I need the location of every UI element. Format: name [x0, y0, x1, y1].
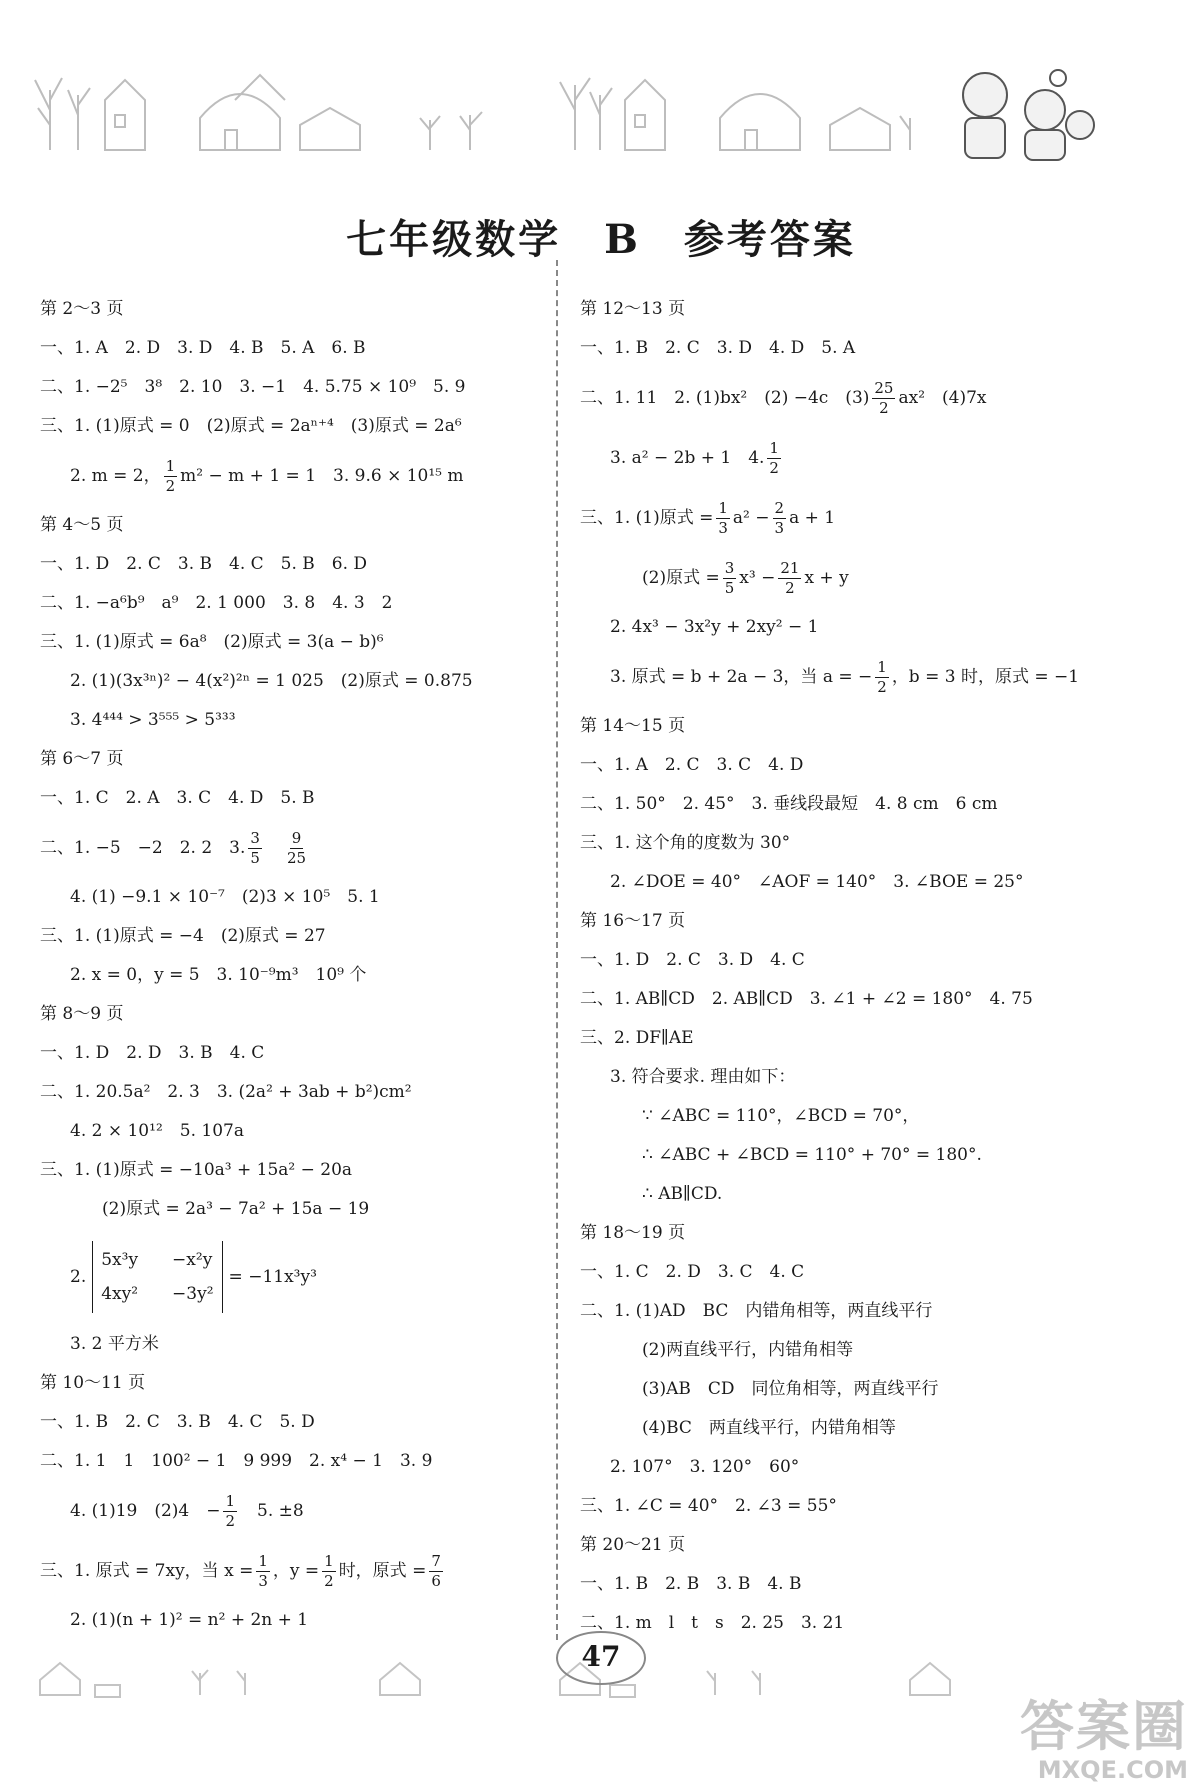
fraction	[256, 1552, 270, 1591]
answer-line	[580, 368, 1180, 428]
tree-icon	[900, 116, 910, 150]
answer-line: ∴ ∠ABC + ∠BCD = 110° + 70° = 180°.	[642, 1145, 982, 1165]
answer-line: (3)AB CD 同位角相等，两直线平行	[642, 1379, 939, 1399]
fraction-numerator: 1	[718, 498, 728, 517]
answer-line: 一、1. A 2. C 3. C 4. D	[580, 755, 804, 775]
answer-line: 一、1. C 2. D 3. C 4. C	[580, 1262, 805, 1282]
section-heading: 第 2～3 页	[40, 299, 124, 319]
answer-text: 三、1. 原式 = 7xy，当 x =	[40, 1560, 254, 1581]
house-icon	[625, 80, 665, 150]
answer-line	[580, 428, 1180, 488]
tree-icon	[752, 1671, 760, 1695]
answer-text: 4. (1)19 (2)4 −	[70, 1500, 221, 1521]
fraction-denominator: 25	[286, 848, 307, 867]
section-heading: 第 20～21 页	[580, 1535, 686, 1555]
fraction-numerator: 1	[324, 1551, 334, 1570]
answer-line: 一、1. D 2. C 3. B 4. C 5. B 6. D	[40, 554, 368, 574]
answer-text: x + y	[804, 567, 849, 588]
watermark-url: MXQE.COM	[1037, 1756, 1188, 1784]
answer-text: 5. ±8	[240, 1500, 304, 1521]
answer-line: 二、1. 20.5a² 2. 3 3. (2a² + 3ab + b²)cm²	[40, 1082, 412, 1102]
answer-text: 时，原式 =	[338, 1560, 427, 1581]
fraction-numerator: 1	[769, 438, 779, 457]
tree-icon	[460, 112, 482, 150]
answer-line: 三、1. (1)原式 = 6a⁸ (2)原式 = 3(a − b)⁶	[40, 632, 384, 652]
answer-line: ∴ AB∥CD.	[642, 1184, 723, 1204]
answer-line: 二、1. 1 1 100² − 1 9 999 2. x⁴ − 1 3. 9	[40, 1451, 433, 1471]
determinant-row: 5x³y −x²y	[101, 1250, 213, 1270]
answer-text: a + 1	[789, 507, 836, 528]
fraction-denominator: 2	[225, 1511, 236, 1530]
section-heading: 第 4～5 页	[40, 515, 124, 535]
answer-line	[40, 1229, 545, 1325]
answer-text: 3. a² − 2b + 1 4.	[610, 447, 765, 468]
children-illustration-icon	[963, 70, 1094, 160]
answer-line: ∵ ∠ABC = 110°，∠BCD = 70°，	[642, 1106, 920, 1126]
fraction-denominator: 2	[769, 458, 779, 477]
answer-line: (4)BC 两直线平行，内错角相等	[642, 1418, 896, 1438]
fraction-denominator: 5	[724, 578, 735, 597]
answer-line: 二、1. 50° 2. 45° 3. 垂线段最短 4. 8 cm 6 cm	[580, 794, 998, 814]
header-banner	[0, 0, 1202, 180]
answer-text: 2.	[70, 1266, 87, 1287]
answer-line: 3. 4⁴⁴⁴ > 3⁵⁵⁵ > 5³³³	[70, 710, 236, 730]
answer-line: 2. ∠DOE = 40° ∠AOF = 140° 3. ∠BOE = 25°	[610, 872, 1024, 892]
answer-line: 二、1. m l t s 2. 25 3. 21	[580, 1613, 845, 1633]
answer-line	[580, 548, 1180, 608]
house-icon	[95, 1685, 120, 1697]
answer-text: m² − m + 1 = 1 3. 9.6 × 10¹⁵ m	[180, 465, 464, 486]
answer-line: 三、1. 这个角的度数为 30°	[580, 833, 791, 853]
fraction-numerator: 1	[165, 456, 176, 475]
answer-text: 三、1. (1)原式 =	[580, 507, 714, 528]
fraction	[285, 829, 308, 868]
answer-line	[40, 446, 545, 506]
answer-text: = −11x³y³	[228, 1266, 317, 1287]
answer-text: ，y =	[272, 1560, 320, 1581]
answer-text: x³ −	[739, 567, 776, 588]
answer-line	[580, 647, 1180, 707]
page-title: 七年级数学 B 参考答案	[346, 216, 856, 263]
watermark	[1020, 1695, 1188, 1784]
answer-line: 一、1. C 2. A 3. C 4. D 5. B	[40, 788, 315, 808]
fraction	[773, 499, 787, 538]
answer-line: 二、1. −2⁵ 3⁸ 2. 10 3. −1 4. 5.75 × 10⁹ 5. 9	[40, 377, 466, 397]
tree-icon	[707, 1671, 715, 1695]
fraction-denominator: 2	[877, 677, 887, 696]
fraction	[723, 559, 737, 598]
tree-icon	[192, 1670, 208, 1695]
tree-icon	[420, 116, 440, 150]
answer-line: 2. 107° 3. 120° 60°	[610, 1457, 800, 1477]
answer-line: 三、1. ∠C = 40° 2. ∠3 = 55°	[580, 1496, 837, 1516]
answer-line: 二、1. −a⁶b⁹ a⁹ 2. 1 000 3. 8 4. 3 2	[40, 593, 393, 613]
fraction-numerator: 3	[250, 828, 260, 847]
house-icon	[720, 94, 800, 150]
fraction	[767, 439, 781, 478]
answer-line: 三、2. DF∥AE	[580, 1028, 694, 1048]
column-divider	[556, 260, 558, 1640]
fraction	[429, 1552, 443, 1591]
fraction	[778, 559, 801, 598]
tree-icon	[237, 1671, 245, 1695]
fraction-numerator: 9	[291, 828, 302, 847]
house-icon	[235, 75, 285, 100]
answer-line: 三、1. (1)原式 = −4 (2)原式 = 27	[40, 926, 326, 946]
fraction-numerator: 1	[258, 1551, 268, 1570]
answer-line: 4. 2 × 10¹² 5. 107a	[70, 1121, 244, 1141]
fraction-numerator: 2	[774, 498, 785, 517]
answer-line: 一、1. A 2. D 3. D 4. B 5. A 6. B	[40, 338, 366, 358]
determinant-row: 4xy² −3y²	[101, 1284, 214, 1304]
tree-icon	[35, 78, 62, 150]
section-heading: 第 6～7 页	[40, 749, 124, 769]
fraction-denominator: 2	[785, 578, 795, 597]
tree-icon	[590, 88, 612, 150]
answer-line	[40, 1481, 545, 1541]
answer-text: ，b = 3 时，原式 = −1	[891, 666, 1080, 687]
answer-line: (2)原式 = 2a³ − 7a² + 15a − 19	[102, 1199, 370, 1219]
answer-line: 三、1. (1)原式 = −10a³ + 15a² − 20a	[40, 1160, 353, 1180]
answer-line: 2. (1)(3x³ⁿ)² − 4(x²)²ⁿ = 1 025 (2)原式 = 0.875	[70, 671, 473, 691]
fraction-denominator: 3	[774, 518, 785, 537]
fraction-numerator: 21	[780, 558, 800, 577]
fraction	[875, 658, 889, 697]
answer-text: 二、1. 11 2. (1)bx² (2) −4c (3)	[580, 387, 870, 408]
answer-text: a² −	[732, 507, 770, 528]
answer-text: 3. 原式 = b + 2a − 3，当 a = −	[610, 666, 873, 687]
fraction	[248, 829, 262, 868]
fraction-denominator: 2	[165, 476, 176, 495]
page-number: 47	[581, 1640, 621, 1673]
fraction	[223, 1492, 237, 1531]
answer-line: 二、1. (1)AD BC 内错角相等，两直线平行	[580, 1301, 933, 1321]
fraction	[872, 379, 895, 418]
section-heading: 第 12～13 页	[580, 299, 686, 319]
answer-line: 三、1. (1)原式 = 0 (2)原式 = 2aⁿ⁺⁴ (3)原式 = 2a⁶	[40, 416, 462, 436]
answer-line	[40, 1541, 545, 1601]
answer-line: 一、1. D 2. C 3. D 4. C	[580, 950, 805, 970]
answer-line: 4. (1) −9.1 × 10⁻⁷ (2)3 × 10⁵ 5. 1	[70, 887, 380, 907]
answer-line: 3. 符合要求. 理由如下：	[610, 1067, 796, 1087]
answer-line: 一、1. D 2. D 3. B 4. C	[40, 1043, 265, 1063]
fraction-numerator: 1	[225, 1491, 236, 1510]
answer-line: 二、1. AB∥CD 2. AB∥CD 3. ∠1 + ∠2 = 180° 4. 75	[580, 989, 1033, 1009]
section-heading: 第 16～17 页	[580, 911, 686, 931]
fraction-denominator: 2	[324, 1571, 334, 1590]
answer-text	[265, 829, 282, 868]
fraction-denominator: 6	[431, 1571, 441, 1590]
house-icon	[300, 108, 360, 150]
answer-text: 二、1. −5 −2 2. 2 3.	[40, 837, 246, 858]
section-heading: 第 8～9 页	[40, 1004, 124, 1024]
house-icon	[200, 94, 280, 150]
section-heading: 第 14～15 页	[580, 716, 686, 736]
fraction-denominator: 3	[258, 1571, 268, 1590]
house-icon	[610, 1685, 635, 1697]
tree-icon	[560, 78, 590, 150]
tree-icon	[68, 88, 90, 150]
answer-line: 2. (1)(n + 1)² = n² + 2n + 1	[70, 1610, 309, 1630]
answer-text: 2. m = 2，	[70, 465, 161, 486]
fraction	[164, 457, 178, 496]
answer-text: (2)原式 =	[642, 567, 720, 588]
answer-column-right	[580, 290, 1180, 1643]
answer-line: 一、1. B 2. C 3. B 4. C 5. D	[40, 1412, 315, 1432]
answer-line	[40, 818, 545, 878]
answer-line: (2)两直线平行，内错角相等	[642, 1340, 854, 1360]
section-heading: 第 18～19 页	[580, 1223, 686, 1243]
fraction	[322, 1552, 336, 1591]
house-icon	[830, 108, 890, 150]
determinant	[92, 1241, 222, 1313]
section-heading: 第 10～11 页	[40, 1373, 146, 1393]
house-icon	[105, 80, 145, 150]
fraction-denominator: 5	[250, 848, 260, 867]
fraction	[716, 499, 730, 538]
fraction-numerator: 7	[431, 1551, 441, 1570]
answer-line	[580, 488, 1180, 548]
fraction-denominator: 3	[718, 518, 728, 537]
watermark-text: 答案圈	[1020, 1695, 1188, 1758]
fraction-numerator: 1	[877, 657, 887, 676]
answer-line: 一、1. B 2. C 3. D 4. D 5. A	[580, 338, 856, 358]
fraction-denominator: 2	[879, 398, 889, 417]
fraction-numerator: 25	[874, 378, 894, 397]
answer-line: 2. x = 0，y = 5 3. 10⁻⁹m³ 10⁹ 个	[70, 965, 367, 985]
answer-text: ax² (4)7x	[898, 387, 987, 408]
answer-line: 2. 4x³ − 3x²y + 2xy² − 1	[610, 617, 819, 637]
fraction-numerator: 3	[724, 558, 735, 577]
answer-line: 3. 2 平方米	[70, 1334, 159, 1354]
answer-column-left	[40, 290, 545, 1640]
answer-line: 一、1. B 2. B 3. B 4. B	[580, 1574, 802, 1594]
